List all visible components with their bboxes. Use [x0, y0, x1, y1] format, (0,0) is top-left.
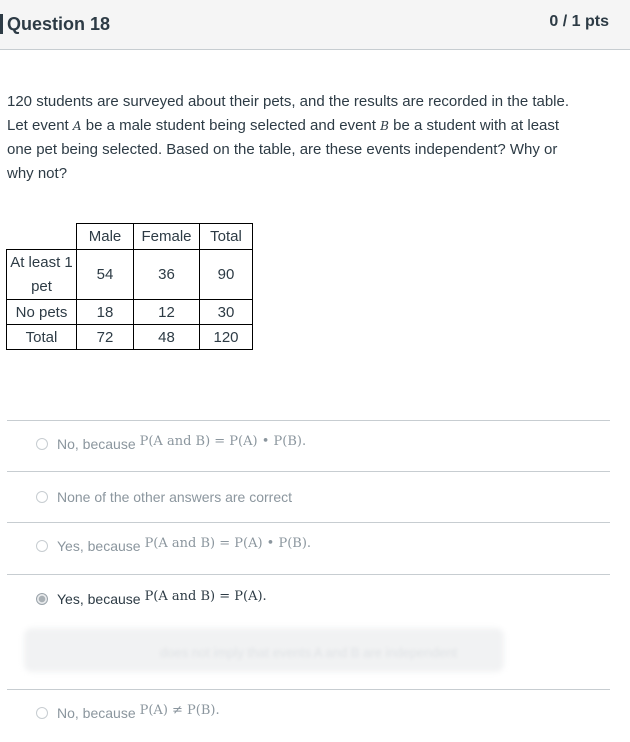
question-title: Question 18 — [7, 14, 111, 34]
table-cell: 48 — [134, 325, 200, 350]
table-cell: 90 — [200, 250, 253, 300]
question-line: one pet being selected. Based on the table, are these events independent? Why or — [7, 141, 558, 158]
answer-option-3[interactable] — [36, 535, 312, 554]
answer-text: No, because — [57, 436, 136, 452]
question-text-part: Let event — [7, 117, 73, 134]
event-b-variable: B — [380, 119, 389, 133]
table-cell: 30 — [200, 300, 253, 325]
column-header: Female — [134, 224, 200, 250]
table-row — [7, 250, 253, 300]
radio-button-selected[interactable] — [36, 593, 48, 605]
event-a-variable: A — [72, 119, 82, 133]
table-cell: 72 — [77, 325, 134, 350]
row-label: At least 1 pet — [7, 250, 77, 300]
table-row — [7, 325, 253, 350]
question-header — [0, 0, 630, 50]
answer-text: No, because — [57, 705, 136, 721]
answer-option-1[interactable] — [36, 433, 307, 452]
answer-divider — [7, 689, 610, 690]
answer-divider — [7, 471, 610, 472]
row-label: Total — [7, 325, 77, 350]
radio-button[interactable] — [36, 438, 48, 450]
answer-formula: P(A and B) = P(A) • P(B). — [139, 433, 307, 449]
question-line — [7, 114, 617, 138]
answer-formula: P(A) ≠ P(B). — [139, 702, 220, 718]
question-text — [7, 90, 617, 186]
answer-option-5[interactable] — [36, 702, 220, 721]
column-header: Male — [77, 224, 134, 250]
feedback-text: does not imply that events A and B are independent — [160, 645, 458, 660]
question-text-part: be a male student being selected and event — [81, 117, 381, 134]
radio-button[interactable] — [36, 491, 48, 503]
question-text-part: be a student with at least — [388, 117, 560, 134]
radio-button[interactable] — [36, 707, 48, 719]
table-cell: 120 — [200, 325, 253, 350]
answer-option-4[interactable] — [36, 588, 267, 607]
table-corner — [7, 224, 77, 250]
column-header: Total — [200, 224, 253, 250]
table-cell: 12 — [134, 300, 200, 325]
row-label: No pets — [7, 300, 77, 325]
answer-formula: P(A and B) = P(A) • P(B). — [144, 535, 312, 551]
table-cell: 36 — [134, 250, 200, 300]
answer-formula: P(A and B) = P(A). — [144, 588, 267, 604]
answer-divider — [7, 420, 610, 421]
question-line: 120 students are surveyed about their pets, and the results are recorded in the table. — [7, 93, 570, 110]
table-cell: 18 — [77, 300, 134, 325]
answer-text: Yes, because — [57, 538, 141, 554]
answer-divider — [7, 574, 610, 575]
header-edge-marker — [0, 14, 3, 34]
answer-option-2[interactable] — [36, 489, 292, 505]
radio-button[interactable] — [36, 540, 48, 552]
table-row — [7, 300, 253, 325]
points-score: 0 / 1 pts — [549, 13, 609, 30]
answer-text: Yes, because — [57, 591, 141, 607]
question-line: why not? — [7, 165, 68, 182]
answer-divider — [7, 522, 610, 523]
survey-table — [6, 223, 253, 350]
table-cell: 54 — [77, 250, 134, 300]
answer-text: None of the other answers are correct — [57, 489, 293, 505]
